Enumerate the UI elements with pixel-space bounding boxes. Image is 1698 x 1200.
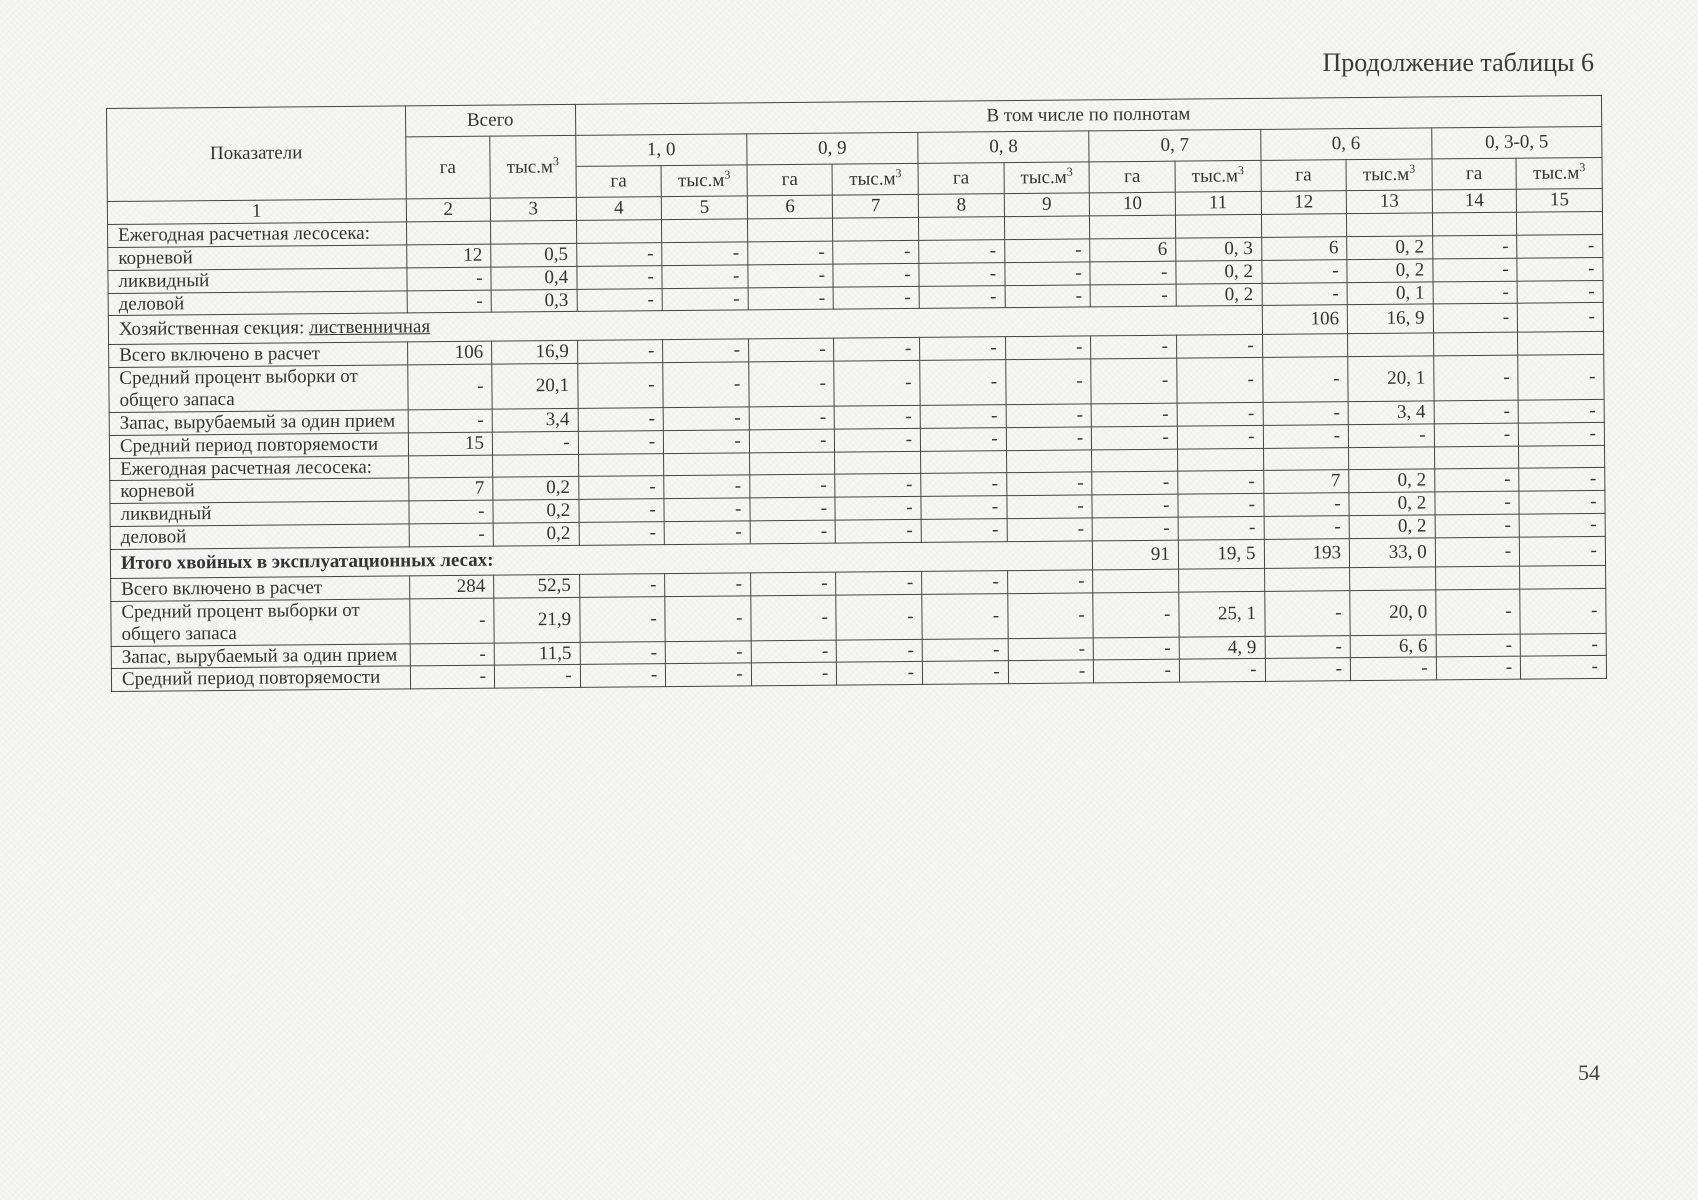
table-cell bbox=[664, 452, 750, 476]
page-number: 54 bbox=[1578, 1060, 1600, 1085]
table-cell: - bbox=[492, 431, 578, 455]
table-cell: - bbox=[1178, 494, 1264, 518]
column-number: 12 bbox=[1261, 191, 1347, 215]
table-cell: - bbox=[1520, 536, 1606, 566]
table-cell bbox=[1262, 334, 1348, 358]
table-cell: 6 bbox=[1090, 238, 1176, 262]
table-cell: - bbox=[1519, 514, 1605, 538]
table-cell: - bbox=[1093, 592, 1179, 637]
table-cell: - bbox=[1265, 658, 1351, 682]
table-cell: - bbox=[749, 406, 835, 430]
table-cell: - bbox=[1433, 258, 1518, 282]
table-cell: 4, 9 bbox=[1179, 636, 1265, 660]
table-cell: - bbox=[1177, 425, 1263, 449]
table-cell: - bbox=[1265, 635, 1351, 659]
table-cell: 106 bbox=[407, 342, 492, 366]
column-number: 15 bbox=[1517, 188, 1603, 212]
row-label: ликвидный bbox=[110, 501, 409, 526]
table-cell: - bbox=[663, 339, 749, 363]
table-cell: - bbox=[665, 640, 751, 664]
table-cell: 3, 4 bbox=[1348, 401, 1434, 425]
table-cell: 0,2 bbox=[493, 477, 579, 501]
table-cell: - bbox=[408, 500, 493, 524]
table-body bbox=[108, 211, 1607, 691]
table-cell bbox=[1264, 568, 1350, 592]
table-cell: - bbox=[1091, 336, 1177, 360]
table-cell: - bbox=[1520, 588, 1606, 633]
table-cell: - bbox=[665, 573, 751, 597]
table-cell: - bbox=[578, 430, 664, 454]
row-label: Средний период повторяемости bbox=[111, 666, 410, 691]
table-cell: - bbox=[409, 523, 494, 547]
table-cell: - bbox=[1433, 281, 1518, 305]
table-cell bbox=[1434, 446, 1519, 470]
table-cell: - bbox=[1432, 235, 1517, 259]
table-cell: - bbox=[1519, 491, 1605, 515]
table-cell: - bbox=[749, 429, 835, 453]
table-cell: - bbox=[1433, 304, 1518, 334]
table-cell bbox=[921, 450, 1007, 474]
row-label: корневой bbox=[108, 245, 407, 270]
table-cell: 0, 2 bbox=[1347, 259, 1433, 283]
table-cell: - bbox=[1435, 491, 1520, 515]
table-cell: - bbox=[1176, 335, 1262, 359]
table-cell: - bbox=[1091, 358, 1177, 403]
header-indicators: Показатели bbox=[107, 106, 406, 202]
header-unit-m3: $тыс.м^3$ bbox=[1346, 159, 1432, 191]
table-cell: - bbox=[1435, 514, 1520, 538]
table-cell: - bbox=[1177, 358, 1263, 403]
table-cell: - bbox=[1008, 637, 1094, 661]
table-cell: - bbox=[1178, 471, 1264, 495]
table-cell: - bbox=[1092, 426, 1178, 450]
table-cell: - bbox=[1093, 637, 1179, 661]
row-label: корневой bbox=[110, 478, 409, 503]
table-cell bbox=[835, 451, 921, 475]
table-cell: - bbox=[577, 265, 663, 289]
table-cell bbox=[1177, 448, 1263, 472]
table-cell: 25, 1 bbox=[1179, 591, 1265, 636]
header-unit-ha: га bbox=[747, 164, 833, 196]
table-cell: - bbox=[578, 476, 664, 500]
header-total-m3: $тыс.м^3$ bbox=[490, 135, 576, 198]
table-cell: - bbox=[1090, 284, 1176, 308]
table-cell: - bbox=[920, 427, 1006, 451]
table-cell bbox=[1178, 568, 1264, 592]
table-cell: - bbox=[664, 498, 750, 522]
header-total: Всего bbox=[405, 104, 575, 136]
table-cell: - bbox=[833, 240, 919, 264]
table-header bbox=[107, 95, 1603, 224]
table-cell: - bbox=[1262, 357, 1348, 402]
table-cell: - bbox=[750, 497, 836, 521]
table-cell: - bbox=[1519, 468, 1605, 492]
table-cell: - bbox=[1434, 400, 1519, 424]
table-cell: - bbox=[1433, 355, 1518, 400]
table-cell: - bbox=[1007, 570, 1093, 594]
table-cell: - bbox=[1436, 634, 1521, 658]
table-cell: - bbox=[1350, 657, 1436, 681]
table-cell: 193 bbox=[1264, 539, 1350, 569]
table-cell bbox=[1347, 213, 1433, 237]
table-cell: - bbox=[580, 641, 666, 665]
table-cell: - bbox=[664, 521, 750, 545]
table-cell: - bbox=[833, 263, 919, 287]
table-cell: - bbox=[1517, 280, 1603, 304]
column-number: 9 bbox=[1004, 193, 1090, 217]
table-cell: - bbox=[1436, 589, 1521, 634]
table-cell: - bbox=[1092, 494, 1178, 518]
table-cell: - bbox=[1434, 469, 1519, 493]
table-cell: 20, 0 bbox=[1350, 590, 1436, 635]
table-cell: - bbox=[835, 497, 921, 521]
table-cell: 7 bbox=[408, 478, 493, 502]
logging-table bbox=[106, 95, 1607, 692]
row-label: Ежегодная расчетная лесосека: bbox=[108, 222, 407, 247]
table-cell: - bbox=[1517, 257, 1603, 281]
table-cell: - bbox=[406, 267, 491, 291]
table-cell: - bbox=[576, 242, 662, 266]
table-cell: - bbox=[407, 290, 492, 314]
column-number: 6 bbox=[747, 195, 833, 219]
table-cell: - bbox=[1519, 422, 1605, 446]
table-cell: - bbox=[1091, 403, 1177, 427]
table-cell bbox=[1432, 212, 1517, 236]
table-cell: - bbox=[1092, 517, 1178, 541]
table-cell: - bbox=[662, 242, 748, 266]
row-label: ликвидный bbox=[108, 268, 407, 293]
table-cell: - bbox=[922, 571, 1008, 595]
table-cell: - bbox=[919, 285, 1005, 309]
table-cell: - bbox=[1264, 516, 1350, 540]
table-cell bbox=[1349, 447, 1435, 471]
table-cell: - bbox=[834, 338, 920, 362]
header-density-group: 0, 3-0, 5 bbox=[1431, 126, 1602, 158]
table-cell: - bbox=[1261, 259, 1347, 283]
table-cell: 0,3 bbox=[491, 289, 577, 313]
table-cell: - bbox=[410, 643, 495, 667]
header-unit-ha: га bbox=[918, 163, 1004, 195]
table-cell bbox=[1090, 215, 1176, 239]
header-by-density: В том числе по полнотам bbox=[575, 95, 1602, 135]
table-cell: - bbox=[1518, 303, 1604, 333]
table-cell: 0,2 bbox=[493, 523, 579, 547]
row-label: Средний процент выборки от общего запаса bbox=[109, 365, 408, 412]
table-cell bbox=[1004, 216, 1090, 240]
table-cell: - bbox=[750, 475, 836, 499]
table-cell bbox=[1348, 333, 1434, 357]
table-cell: - bbox=[1006, 404, 1092, 428]
table-cell bbox=[1433, 333, 1518, 357]
table-cell: - bbox=[922, 593, 1008, 638]
row-label: Средний процент выборки от общего запаса bbox=[111, 599, 410, 646]
table-cell: 0,5 bbox=[491, 243, 577, 267]
table-cell: - bbox=[1008, 660, 1094, 684]
table-cell: - bbox=[1263, 402, 1349, 426]
table-cell: 0,2 bbox=[493, 500, 579, 524]
table-cell: - bbox=[751, 662, 837, 686]
row-label: Ежегодная расчетная лесосека: bbox=[110, 455, 409, 480]
table-cell: - bbox=[579, 522, 665, 546]
row-label: Запас, вырубаемый за один прием bbox=[111, 643, 410, 668]
table-cell: - bbox=[580, 664, 666, 688]
header-unit-ha: га bbox=[1089, 161, 1175, 193]
header-density-group: 0, 6 bbox=[1260, 128, 1431, 160]
column-number: 10 bbox=[1090, 192, 1176, 216]
header-unit-ha: га bbox=[576, 166, 662, 198]
table-cell: - bbox=[1263, 424, 1349, 448]
table-cell: 15 bbox=[408, 432, 493, 456]
table-caption: Продолжение таблицы 6 bbox=[1322, 48, 1594, 77]
table-cell: - bbox=[1434, 423, 1519, 447]
table-cell: - bbox=[751, 595, 837, 640]
table-cell: - bbox=[579, 574, 665, 598]
table-cell: - bbox=[834, 361, 920, 406]
table-cell: 16,9 bbox=[492, 341, 578, 365]
table-cell bbox=[576, 220, 662, 244]
table-cell: 0, 2 bbox=[1349, 492, 1435, 516]
row-label: Всего включено в расчет bbox=[109, 342, 408, 367]
table-cell: 0, 2 bbox=[1176, 283, 1262, 307]
column-number: 5 bbox=[662, 196, 748, 220]
table-container bbox=[106, 95, 1607, 692]
table-cell: - bbox=[1179, 659, 1265, 683]
table-cell: - bbox=[666, 663, 752, 687]
table-cell: - bbox=[579, 596, 665, 641]
header-density-group: 0, 8 bbox=[918, 131, 1089, 163]
section-name: лиственничная bbox=[309, 316, 431, 339]
table-cell: 284 bbox=[409, 575, 494, 599]
table-cell: - bbox=[1090, 261, 1176, 285]
table-cell bbox=[1518, 332, 1604, 356]
table-cell: - bbox=[1007, 495, 1093, 519]
header-density-group: 0, 7 bbox=[1089, 129, 1260, 161]
table-cell: - bbox=[577, 288, 663, 312]
table-cell: - bbox=[920, 360, 1006, 405]
table-cell: - bbox=[837, 639, 923, 663]
table-cell: - bbox=[1263, 493, 1349, 517]
table-cell: - bbox=[748, 287, 834, 311]
table-cell: 3,4 bbox=[492, 408, 578, 432]
table-cell bbox=[1517, 211, 1603, 235]
table-cell: - bbox=[577, 340, 663, 364]
table-cell: 12 bbox=[406, 244, 491, 268]
table-cell: 0, 2 bbox=[1347, 236, 1433, 260]
table-cell: - bbox=[1005, 284, 1091, 308]
header-unit-m3: $тыс.м^3$ bbox=[1516, 157, 1602, 189]
table-cell bbox=[493, 454, 579, 478]
table-cell bbox=[1261, 214, 1347, 238]
table-cell: - bbox=[1435, 537, 1520, 567]
table-cell: - bbox=[836, 594, 922, 639]
table-cell: - bbox=[1178, 517, 1264, 541]
table-cell: 106 bbox=[1262, 305, 1348, 335]
table-cell: - bbox=[1092, 472, 1178, 496]
table-cell bbox=[1006, 450, 1092, 474]
table-cell: 0, 3 bbox=[1176, 237, 1262, 261]
row-label: Всего включено в расчет bbox=[111, 576, 410, 601]
table-cell: - bbox=[662, 265, 748, 289]
header-unit-ha: га bbox=[1432, 158, 1517, 190]
table-cell: - bbox=[1521, 656, 1607, 680]
table-cell: - bbox=[1518, 399, 1604, 423]
table-cell bbox=[491, 220, 577, 244]
table-cell: 19, 5 bbox=[1178, 539, 1264, 569]
table-cell: - bbox=[835, 405, 921, 429]
table-cell: - bbox=[1262, 282, 1348, 306]
table-cell: - bbox=[1520, 633, 1606, 657]
table-cell bbox=[1175, 214, 1261, 238]
table-cell: - bbox=[751, 640, 837, 664]
table-cell: - bbox=[836, 520, 922, 544]
table-cell: - bbox=[919, 240, 1005, 264]
table-cell bbox=[919, 217, 1005, 241]
table-cell: - bbox=[921, 496, 1007, 520]
header-total-ha: га bbox=[405, 136, 490, 199]
table-cell: - bbox=[1436, 657, 1521, 681]
table-cell: - bbox=[577, 363, 663, 408]
table-cell bbox=[749, 452, 835, 476]
column-number: 2 bbox=[406, 198, 491, 222]
table-cell: - bbox=[1005, 336, 1091, 360]
table-cell: 7 bbox=[1263, 470, 1349, 494]
table-cell bbox=[1435, 566, 1520, 590]
table-cell: 0, 2 bbox=[1176, 260, 1262, 284]
column-number: 11 bbox=[1175, 191, 1261, 215]
table-cell: - bbox=[922, 661, 1008, 685]
table-cell bbox=[833, 217, 919, 241]
table-cell: - bbox=[662, 287, 748, 311]
column-number: 14 bbox=[1432, 189, 1517, 213]
table-cell: - bbox=[748, 264, 834, 288]
table-cell: - bbox=[1005, 262, 1091, 286]
table-cell: - bbox=[748, 241, 834, 265]
header-unit-m3: $тыс.м^3$ bbox=[1175, 160, 1261, 192]
table-cell: 11,5 bbox=[494, 642, 580, 666]
table-cell: - bbox=[578, 408, 664, 432]
table-cell: - bbox=[835, 474, 921, 498]
header-unit-ha: га bbox=[1261, 160, 1347, 192]
table-cell: - bbox=[663, 407, 749, 431]
table-cell bbox=[578, 453, 664, 477]
table-cell: 6, 6 bbox=[1350, 634, 1436, 658]
table-cell: 21,9 bbox=[494, 597, 580, 642]
column-number: 3 bbox=[490, 197, 576, 221]
table-cell: 52,5 bbox=[494, 574, 580, 598]
total-label: Итого хвойных в эксплуатационных лесах: bbox=[110, 541, 1093, 579]
table-cell: - bbox=[750, 572, 836, 596]
table-cell: - bbox=[1006, 472, 1092, 496]
table-cell: - bbox=[494, 665, 580, 689]
row-label: Запас, вырубаемый за один прием bbox=[109, 410, 408, 435]
table-cell: 20,1 bbox=[492, 364, 578, 409]
table-cell: 16, 9 bbox=[1347, 304, 1433, 334]
table-cell: - bbox=[409, 598, 494, 643]
row-label: Средний период повторяемости bbox=[109, 433, 408, 458]
table-cell: - bbox=[664, 475, 750, 499]
header-unit-m3: $тыс.м^3$ bbox=[833, 163, 919, 195]
table-cell: 33, 0 bbox=[1349, 538, 1435, 568]
table-cell: - bbox=[1006, 427, 1092, 451]
table-cell: 0,4 bbox=[491, 266, 577, 290]
table-cell: - bbox=[579, 499, 665, 523]
table-cell: - bbox=[921, 519, 1007, 543]
table-cell bbox=[408, 455, 493, 479]
table-cell: - bbox=[1007, 593, 1093, 638]
table-cell: - bbox=[922, 638, 1008, 662]
section-label: Хозяйственная секция: лиственничная bbox=[108, 306, 1262, 345]
column-number: 13 bbox=[1346, 190, 1432, 214]
table-cell bbox=[1519, 445, 1605, 469]
table-cell: 20, 1 bbox=[1348, 356, 1434, 401]
row-label: деловой bbox=[110, 524, 409, 549]
column-number: 4 bbox=[576, 197, 662, 221]
table-cell: - bbox=[665, 596, 751, 641]
table-cell: - bbox=[1517, 234, 1603, 258]
header-density-group: 1, 0 bbox=[575, 134, 746, 166]
header-density-group: 0, 9 bbox=[747, 132, 918, 164]
table-cell bbox=[1520, 565, 1606, 589]
table-cell: - bbox=[1348, 424, 1434, 448]
table-cell: - bbox=[920, 405, 1006, 429]
table-cell: - bbox=[749, 361, 835, 406]
table-cell: 0, 2 bbox=[1349, 469, 1435, 493]
table-cell: 0, 2 bbox=[1349, 515, 1435, 539]
table-cell: 91 bbox=[1093, 540, 1179, 570]
header-unit-m3: $тыс.м^3$ bbox=[1004, 162, 1090, 194]
row-label: деловой bbox=[108, 290, 407, 315]
table-cell: - bbox=[663, 362, 749, 407]
table-cell: - bbox=[1177, 402, 1263, 426]
table-cell bbox=[747, 218, 833, 242]
table-cell bbox=[1263, 447, 1349, 471]
table-cell: - bbox=[407, 364, 492, 409]
table-cell: - bbox=[410, 665, 495, 689]
column-number: 8 bbox=[918, 194, 1004, 218]
table-cell: - bbox=[835, 428, 921, 452]
table-cell: - bbox=[750, 520, 836, 544]
table-cell: - bbox=[921, 473, 1007, 497]
table-cell bbox=[1093, 569, 1179, 593]
table-cell bbox=[1350, 567, 1436, 591]
table-cell bbox=[662, 219, 748, 243]
header-unit-m3: $тыс.м^3$ bbox=[661, 165, 747, 197]
table-cell bbox=[1092, 449, 1178, 473]
table-cell: - bbox=[836, 571, 922, 595]
table-cell: - bbox=[1007, 518, 1093, 542]
table-cell: - bbox=[664, 430, 750, 454]
table-cell: - bbox=[1005, 359, 1091, 404]
table-cell: - bbox=[1004, 239, 1090, 263]
table-cell: - bbox=[920, 337, 1006, 361]
table-cell bbox=[406, 221, 491, 245]
table-cell: 0, 1 bbox=[1347, 281, 1433, 305]
column-number: 7 bbox=[833, 194, 919, 218]
table-cell: - bbox=[919, 262, 1005, 286]
table-cell: - bbox=[1094, 659, 1180, 683]
table-cell: 6 bbox=[1261, 237, 1347, 261]
column-number: 1 bbox=[107, 199, 406, 225]
table-cell: - bbox=[408, 409, 493, 433]
table-cell: - bbox=[1518, 355, 1604, 400]
table-cell: - bbox=[837, 662, 923, 686]
table-cell: - bbox=[748, 339, 834, 363]
table-cell: - bbox=[1264, 590, 1350, 635]
table-cell: - bbox=[834, 286, 920, 310]
